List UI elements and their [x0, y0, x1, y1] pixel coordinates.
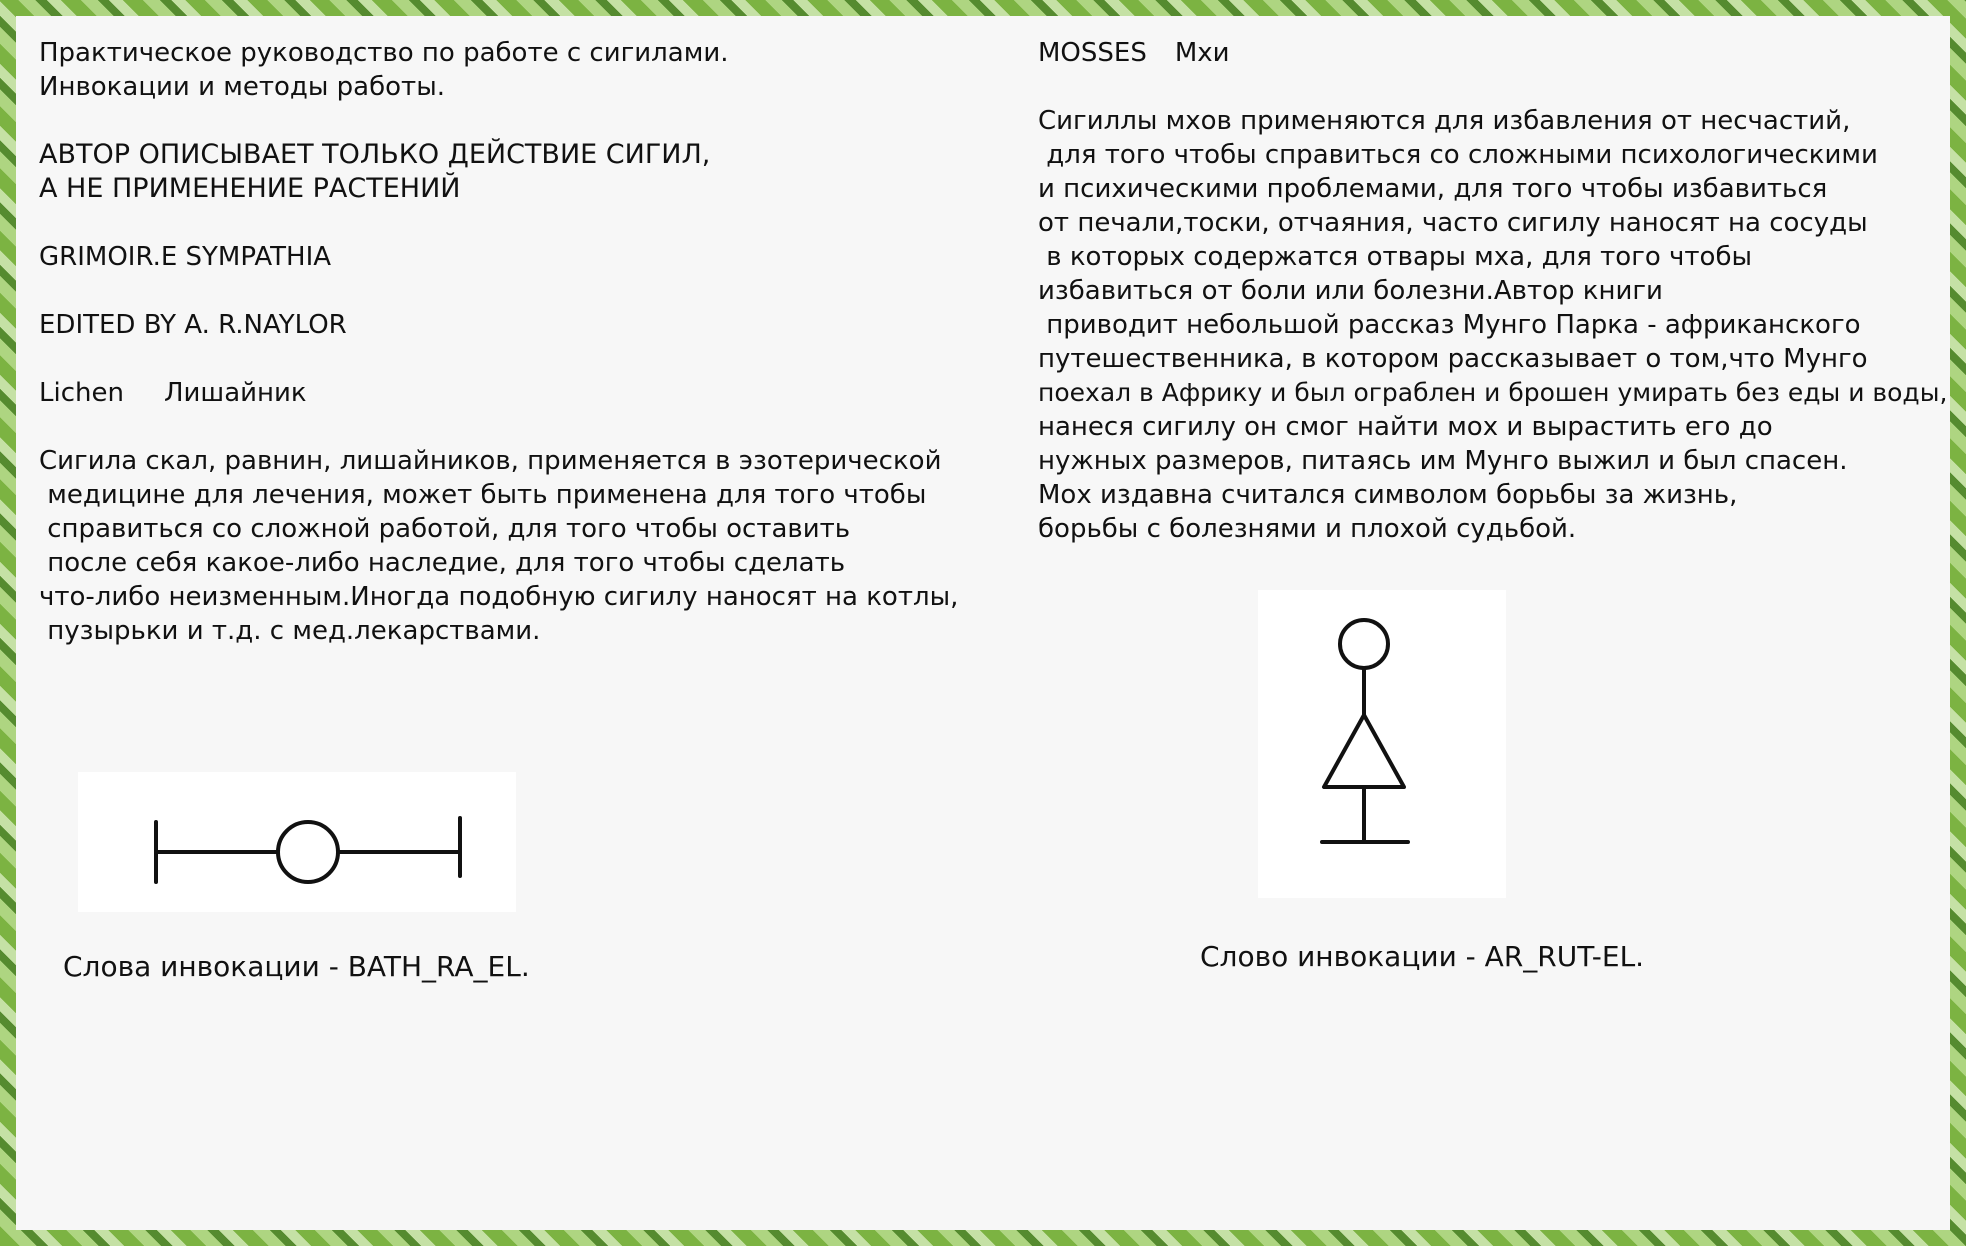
section-en: MOSSES	[1038, 38, 1147, 68]
moss-body-line-9: поехал в Африку и был ограблен и брошен умирать без еды и воды,	[1038, 378, 1948, 407]
moss-sigil-icon	[1258, 590, 1506, 898]
moss-body-line-12: Мох издавна считался символом борьбы за жизнь,	[1038, 480, 1738, 510]
edited-by: EDITED BY A. R.NAYLOR	[39, 310, 347, 340]
moss-body-line-11: нужных размеров, питаясь им Мунго выжил и был спасен.	[1038, 446, 1848, 476]
lichen-body-line-2: медицине для лечения, может быть применена для того чтобы	[39, 480, 927, 510]
lichen-body-line-3: справиться со сложной работой, для того чтобы оставить	[39, 514, 851, 544]
section-heading-lichen	[39, 376, 999, 410]
moss-body-line-5: в которых содержатся отвары мха, для того чтобы	[1038, 242, 1753, 272]
moss-body-line-1: Сигиллы мхов применяются для избавления от несчастий,	[1038, 106, 1851, 136]
lichen-body-line-5: что-либо неизменным.Иногда подобную сигилу наносят на котлы,	[39, 582, 959, 612]
moss-body-line-10: нанеся сигилу он смог найти мох и вырастить его до	[1038, 412, 1773, 442]
lichen-invocation-caption: Слова инвокации - BATH_RA_EL.	[63, 950, 530, 983]
lichen-body-line-6: пузырьки и т.д. с мед.лекарствами.	[39, 616, 541, 646]
section-ru: Мхи	[1174, 38, 1230, 68]
lichen-sigil-icon	[78, 772, 516, 912]
moss-body-line-4: от печали,тоски, отчаяния, часто сигилу наносят на сосуды	[1038, 208, 1868, 238]
right-column	[1038, 36, 1958, 546]
notice-line-1: АВТОР ОПИСЫВАЕТ ТОЛЬКО ДЕЙСТВИЕ СИГИЛ,	[39, 139, 711, 170]
moss-invocation-caption: Слово инвокации - AR_RUT-EL.	[1200, 940, 1645, 973]
section-ru: Лишайник	[163, 378, 307, 408]
left-column	[39, 36, 999, 648]
section-heading-mosses	[1038, 36, 1958, 70]
moss-body-line-8: путешественника, в котором рассказывает о том,что Мунго	[1038, 344, 1868, 374]
moss-body-line-6: избавиться от боли или болезни.Автор книги	[1038, 276, 1663, 306]
moss-body-line-2: для того чтобы справиться со сложными психологическими	[1038, 140, 1878, 170]
section-en: Lichen	[39, 378, 124, 408]
lichen-body-line-4: после себя какое-либо наследие, для того чтобы сделать	[39, 548, 846, 578]
moss-body-line-7: приводит небольшой рассказ Мунго Парка - африканского	[1038, 310, 1861, 340]
title-line-1: Практическое руководство по работе с сигилами.	[39, 38, 729, 68]
grimoire-title: GRIMOIR.E SYMPATHIA	[39, 242, 332, 272]
moss-body-line-3: и психическими проблемами, для того чтобы избавиться	[1038, 174, 1828, 204]
notice-line-2: А НЕ ПРИМЕНЕНИЕ РАСТЕНИЙ	[39, 173, 461, 204]
moss-body-line-13: борьбы с болезнями и плохой судьбой.	[1038, 514, 1577, 544]
title-line-2: Инвокации и методы работы.	[39, 72, 445, 102]
lichen-body-line-1: Сигила скал, равнин, лишайников, применяется в эзотерической	[39, 446, 942, 476]
